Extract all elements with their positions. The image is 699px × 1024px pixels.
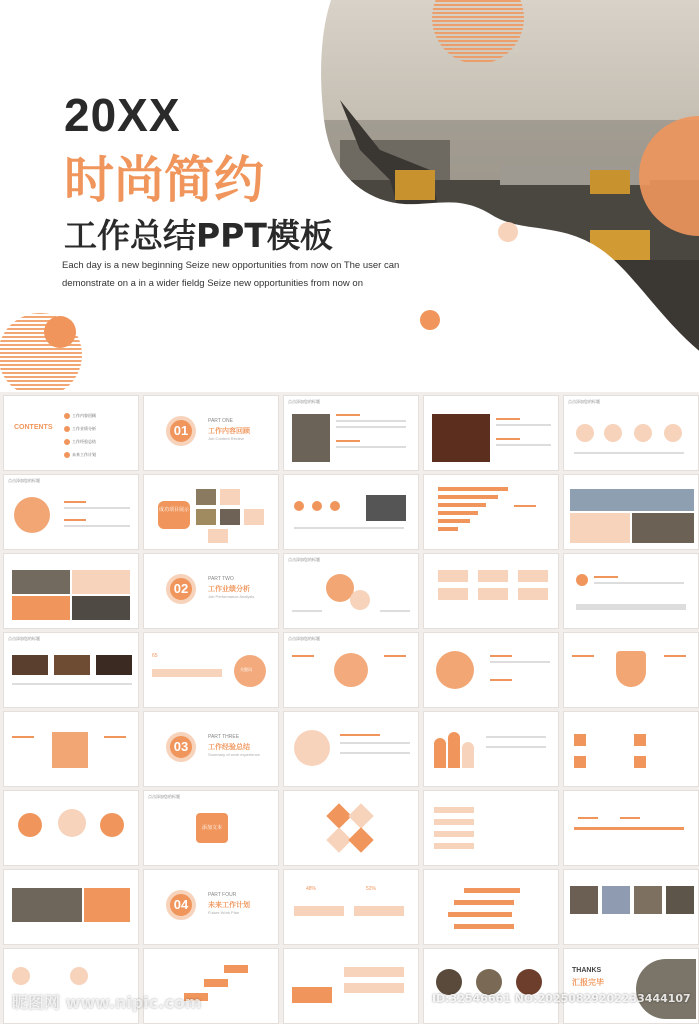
- cover-slide: [0, 0, 699, 392]
- thumb-trophy[interactable]: [3, 869, 139, 945]
- cover-title-year: 20XX: [64, 89, 181, 141]
- thumb-section-02[interactable]: 02 PART TWO 工作业绩分析 Job Performance Analysis: [143, 553, 279, 629]
- thumb-section-03[interactable]: 03 PART THREE 工作经验总结 Summary of work experience: [143, 711, 279, 787]
- thumbnail-grid: [0, 392, 699, 1024]
- toc-item-2: 工作业绩分析: [72, 426, 96, 431]
- thumb-peaks[interactable]: [423, 711, 559, 787]
- toc-item-4: 未来工作计划: [72, 452, 96, 457]
- thumb-percent[interactable]: [283, 869, 419, 945]
- thumb-blocks[interactable]: [423, 553, 559, 629]
- thumb-gear-center[interactable]: 点击添加您的标题: [283, 632, 419, 708]
- section-number: 01: [166, 416, 196, 446]
- thumb-people-stats[interactable]: [143, 632, 279, 708]
- cover-description-1: Each day is a new beginning Seize new opportunities from now on The user can: [62, 260, 400, 271]
- thanks-en: THANKS: [572, 967, 602, 974]
- thumb-four-circles[interactable]: 点击添加您的标题: [563, 395, 699, 471]
- thumb-success-project[interactable]: [143, 474, 279, 550]
- percent-a: 48%: [306, 886, 317, 892]
- watermark-site: 昵图网 www.nipic.com: [12, 993, 202, 1012]
- thumb-diamonds[interactable]: [283, 790, 419, 866]
- slide-header: 点击添加您的标题: [288, 399, 320, 404]
- thumb-cycle[interactable]: [283, 711, 419, 787]
- thumb-thanks[interactable]: [563, 948, 699, 1024]
- percent-b: 52%: [366, 886, 377, 892]
- thumb-shield[interactable]: [563, 632, 699, 708]
- thumb-funnel[interactable]: [423, 869, 559, 945]
- stat-value: 65: [152, 653, 158, 659]
- cover-title: 时尚简约: [64, 151, 264, 209]
- thumb-search-icons[interactable]: [563, 553, 699, 629]
- contents-title: CONTENTS: [14, 424, 53, 431]
- thumb-gears[interactable]: 点击添加您的标题: [283, 553, 419, 629]
- thumb-icon-grid[interactable]: [563, 711, 699, 787]
- thumb-bar-chart[interactable]: [423, 474, 559, 550]
- thumb-puzzle[interactable]: [3, 711, 139, 787]
- section-part: PART ONE: [208, 418, 234, 424]
- thumb-image-text-2[interactable]: [423, 395, 559, 471]
- cover-description-2: demonstrate on a in a wider fieldg Seize new opportunities from now on: [62, 278, 364, 289]
- thumb-images-collage[interactable]: [3, 553, 139, 629]
- toc-item-3: 工作经验总结: [72, 439, 96, 444]
- thanks-cn: 汇报完毕: [572, 978, 604, 987]
- stat-badge: 关键词: [240, 667, 252, 672]
- thumb-circle-images[interactable]: [423, 948, 559, 1024]
- thumb-hexagon[interactable]: 点击添加您的标题: [3, 474, 139, 550]
- thumb-donut[interactable]: [423, 632, 559, 708]
- thumb-triangle[interactable]: 点击添加您的标题 添加文本: [143, 790, 279, 866]
- cover-subtitle: 工作总结PPT模板: [64, 216, 333, 255]
- gear-label: 添加文本: [196, 813, 228, 843]
- thumb-team[interactable]: [283, 474, 419, 550]
- thumb-image-banner[interactable]: [563, 474, 699, 550]
- thumb-section-04[interactable]: 04 PART FOUR 未来工作计划 Future Work Plan: [143, 869, 279, 945]
- thumb-contents[interactable]: [3, 395, 139, 471]
- thumb-progress-bars[interactable]: [423, 790, 559, 866]
- hex-label: 成功项目展示: [158, 501, 190, 529]
- toc-item-1: 工作内容回顾: [72, 413, 96, 418]
- thumb-truck[interactable]: [283, 948, 419, 1024]
- section-subtitle: Job Content Review: [208, 436, 244, 441]
- thumb-three-images[interactable]: 点击添加您的标题: [3, 632, 139, 708]
- watermark-id: ID:32546661 NO:20250829202233444107: [432, 992, 691, 1005]
- thumb-image-text-1[interactable]: [283, 395, 419, 471]
- section-title: 工作内容回顾: [208, 427, 250, 435]
- thumb-three-gears[interactable]: [3, 790, 139, 866]
- thumb-section-01[interactable]: [143, 395, 279, 471]
- thumb-timeline[interactable]: [563, 790, 699, 866]
- thumb-four-images[interactable]: [563, 869, 699, 945]
